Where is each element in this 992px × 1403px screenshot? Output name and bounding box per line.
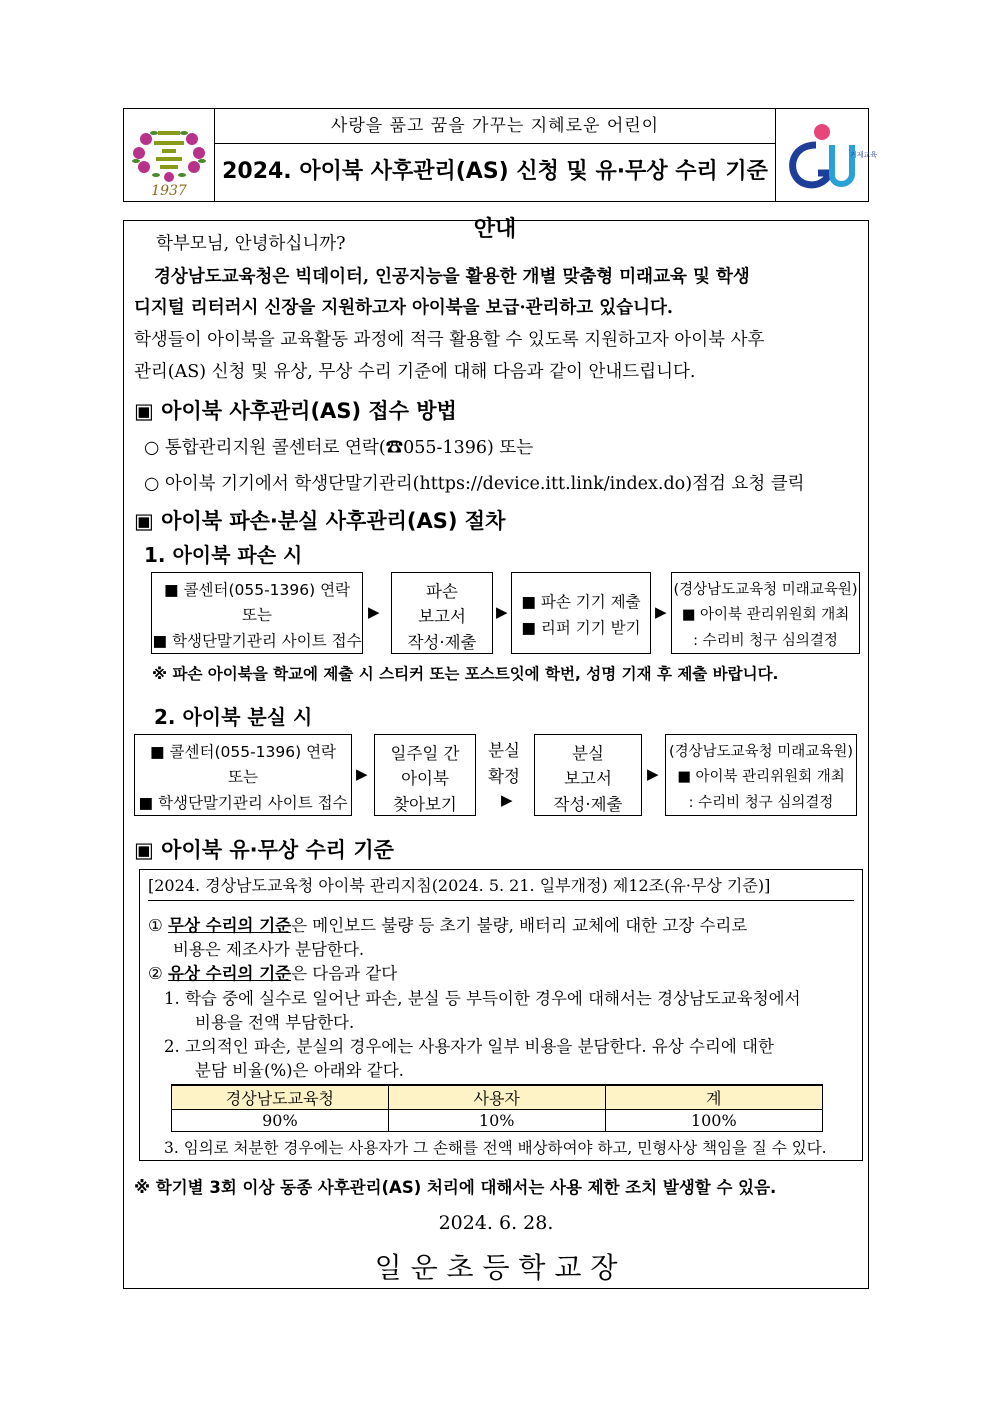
section-procedure-title: ▣ 아이북 파손·분실 사후관리(AS) 절차: [134, 509, 506, 533]
paid-rule-2-line-1: 2. 고의적인 파손, 분실의 경우에는 사용자가 일부 비용을 분담한다. 유상 수리에 대한: [164, 1037, 774, 1056]
repair-standard-box: [139, 869, 863, 1161]
flow-arrow-icon: ▶: [655, 603, 667, 621]
table-header-cell: 사용자: [388, 1085, 605, 1110]
flow-arrow-icon: ▶: [647, 765, 659, 783]
table-header-cell: 경상남도교육청: [172, 1085, 389, 1110]
edu-logo-icon: [776, 109, 878, 201]
paid-repair-line: ② 유상 수리의 기준은 다음과 같다: [148, 964, 398, 983]
section-intake-title: ▣ 아이북 사후관리(AS) 접수 방법: [134, 399, 457, 423]
intro-paragraph-1-line-1: 경상남도교육청은 빅데이터, 인공지능을 활용한 개별 맞춤형 미래교육 및 학생: [154, 267, 750, 287]
notice-body: [123, 220, 869, 1289]
intake-device-site: ○ 아이북 기기에서 학생단말기관리(https://device.itt.link/index.do)점검 요청 클릭: [144, 474, 805, 494]
loss-step-document: 분실 보고서 작성·제출: [534, 734, 642, 816]
intake-call-center: ○ 통합관리지원 콜센터로 연락(☎055-1396) 또는: [144, 438, 534, 458]
table-header-row: [172, 1085, 823, 1110]
free-repair-line-2: 비용은 제조사가 분담한다.: [173, 940, 365, 959]
usage-limit-note: ※ 학기별 3회 이상 동종 사후관리(AS) 처리에 대해서는 사용 제한 조치 발생할 수 있음.: [134, 1178, 777, 1197]
damage-step-submit: ■ 파손 기기 제출 ■ 리퍼 기기 받기: [511, 572, 651, 654]
paid-rule-1-line-2: 비용을 전액 부담한다.: [195, 1013, 355, 1032]
damage-step-document: 파손 보고서 작성·제출: [391, 572, 493, 654]
damage-note: ※ 파손 아이북을 학교에 제출 시 스티커 또는 포스트잇에 학번, 성명 기재 후 제출 바랍니다.: [152, 665, 779, 683]
regulation-reference: [2024. 경상남도교육청 아이북 관리지침(2024. 5. 21. 일부개정) 제12조(유·무상 기준)]: [148, 873, 854, 901]
svg-text:거제교육: 거제교육: [850, 151, 878, 159]
paid-rule-1-line-1: 1. 학습 중에 실수로 일어난 파손, 분실 등 부득이한 경우에 대해서는 경상남도교육청에서: [164, 989, 801, 1008]
svg-text:1937: 1937: [151, 183, 187, 199]
section-repair-title: ▣ 아이북 유·무상 수리 기준: [134, 838, 394, 862]
damage-step-committee: (경상남도교육청 미래교육원) ■ 아이북 관리위원회 개최 : 수리비 청구 심의결정: [671, 572, 860, 654]
flow-arrow-icon: ▶: [368, 603, 380, 621]
loss-confirm-label-2: 확정: [488, 767, 520, 786]
page-title: 2024. 아이북 사후관리(AS) 신청 및 유·무상 수리 기준 안내: [222, 159, 768, 242]
cost-share-table: [171, 1084, 823, 1132]
paid-rule-2-line-2: 분담 비율(%)은 아래와 같다.: [195, 1061, 404, 1080]
intro-paragraph-2-line-1: 학생들이 아이북을 교육활동 과정에 적극 활용할 수 있도록 지원하고자 아이북 사후: [134, 330, 765, 350]
greeting: 학부모님, 안녕하십니까?: [156, 234, 346, 254]
table-cell: 90%: [172, 1110, 389, 1132]
table-cell: 100%: [605, 1110, 822, 1132]
loss-step-search: 일주일 간 아이북 찾아보기: [374, 734, 476, 816]
school-logo: [124, 109, 215, 201]
free-repair-line-1: ① 무상 수리의 기준은 메인보드 불량 등 초기 불량, 배터리 교체에 대한 고장 수리로: [148, 916, 748, 935]
school-emblem-icon: [124, 109, 214, 201]
paid-rule-3: 3. 임의로 처분한 경우에는 사용자가 그 손해를 전액 배상하여야 하고, 민형사상 책임을 질 수 있다.: [164, 1139, 827, 1157]
free-repair-label: 무상 수리의 기준: [168, 916, 292, 935]
issue-date: 2024. 6. 28.: [438, 1212, 554, 1234]
intro-paragraph-1-line-2: 디지털 리터러시 신장을 지원하고자 아이북을 보급·관리하고 있습니다.: [134, 298, 673, 318]
paid-repair-label: 유상 수리의 기준: [168, 964, 292, 983]
table-header-cell: 계: [605, 1085, 822, 1110]
loss-step-report: ■ 콜센터(055-1396) 연락 또는 ■ 학생단말기관리 사이트 접수: [134, 734, 352, 816]
damage-title: 1. 아이북 파손 시: [144, 543, 303, 567]
loss-title: 2. 아이북 분실 시: [154, 705, 313, 729]
edu-office-logo: [775, 109, 878, 201]
table-row: [172, 1110, 823, 1132]
flow-arrow-icon: ▶: [496, 603, 508, 621]
loss-confirm-label-1: 분실: [488, 741, 520, 760]
flow-arrow-icon: ▶: [356, 765, 368, 783]
loss-step-committee: (경상남도교육청 미래교육원) ■ 아이북 관리위원회 개최 : 수리비 청구 심의결정: [665, 734, 857, 816]
table-cell: 10%: [388, 1110, 605, 1132]
flow-arrow-icon: ▶: [501, 791, 513, 809]
header: [123, 108, 878, 242]
intro-paragraph-2-line-2: 관리(AS) 신청 및 유상, 무상 수리 기준에 대해 다음과 같이 안내드립니다.: [134, 362, 696, 382]
slogan: 사랑을 품고 꿈을 가꾸는 지혜로운 어린이: [214, 109, 776, 144]
signer: 일 운 초 등 학 교 장: [374, 1251, 618, 1284]
damage-step-report: ■ 콜센터(055-1396) 연락 또는 ■ 학생단말기관리 사이트 접수: [151, 572, 363, 654]
